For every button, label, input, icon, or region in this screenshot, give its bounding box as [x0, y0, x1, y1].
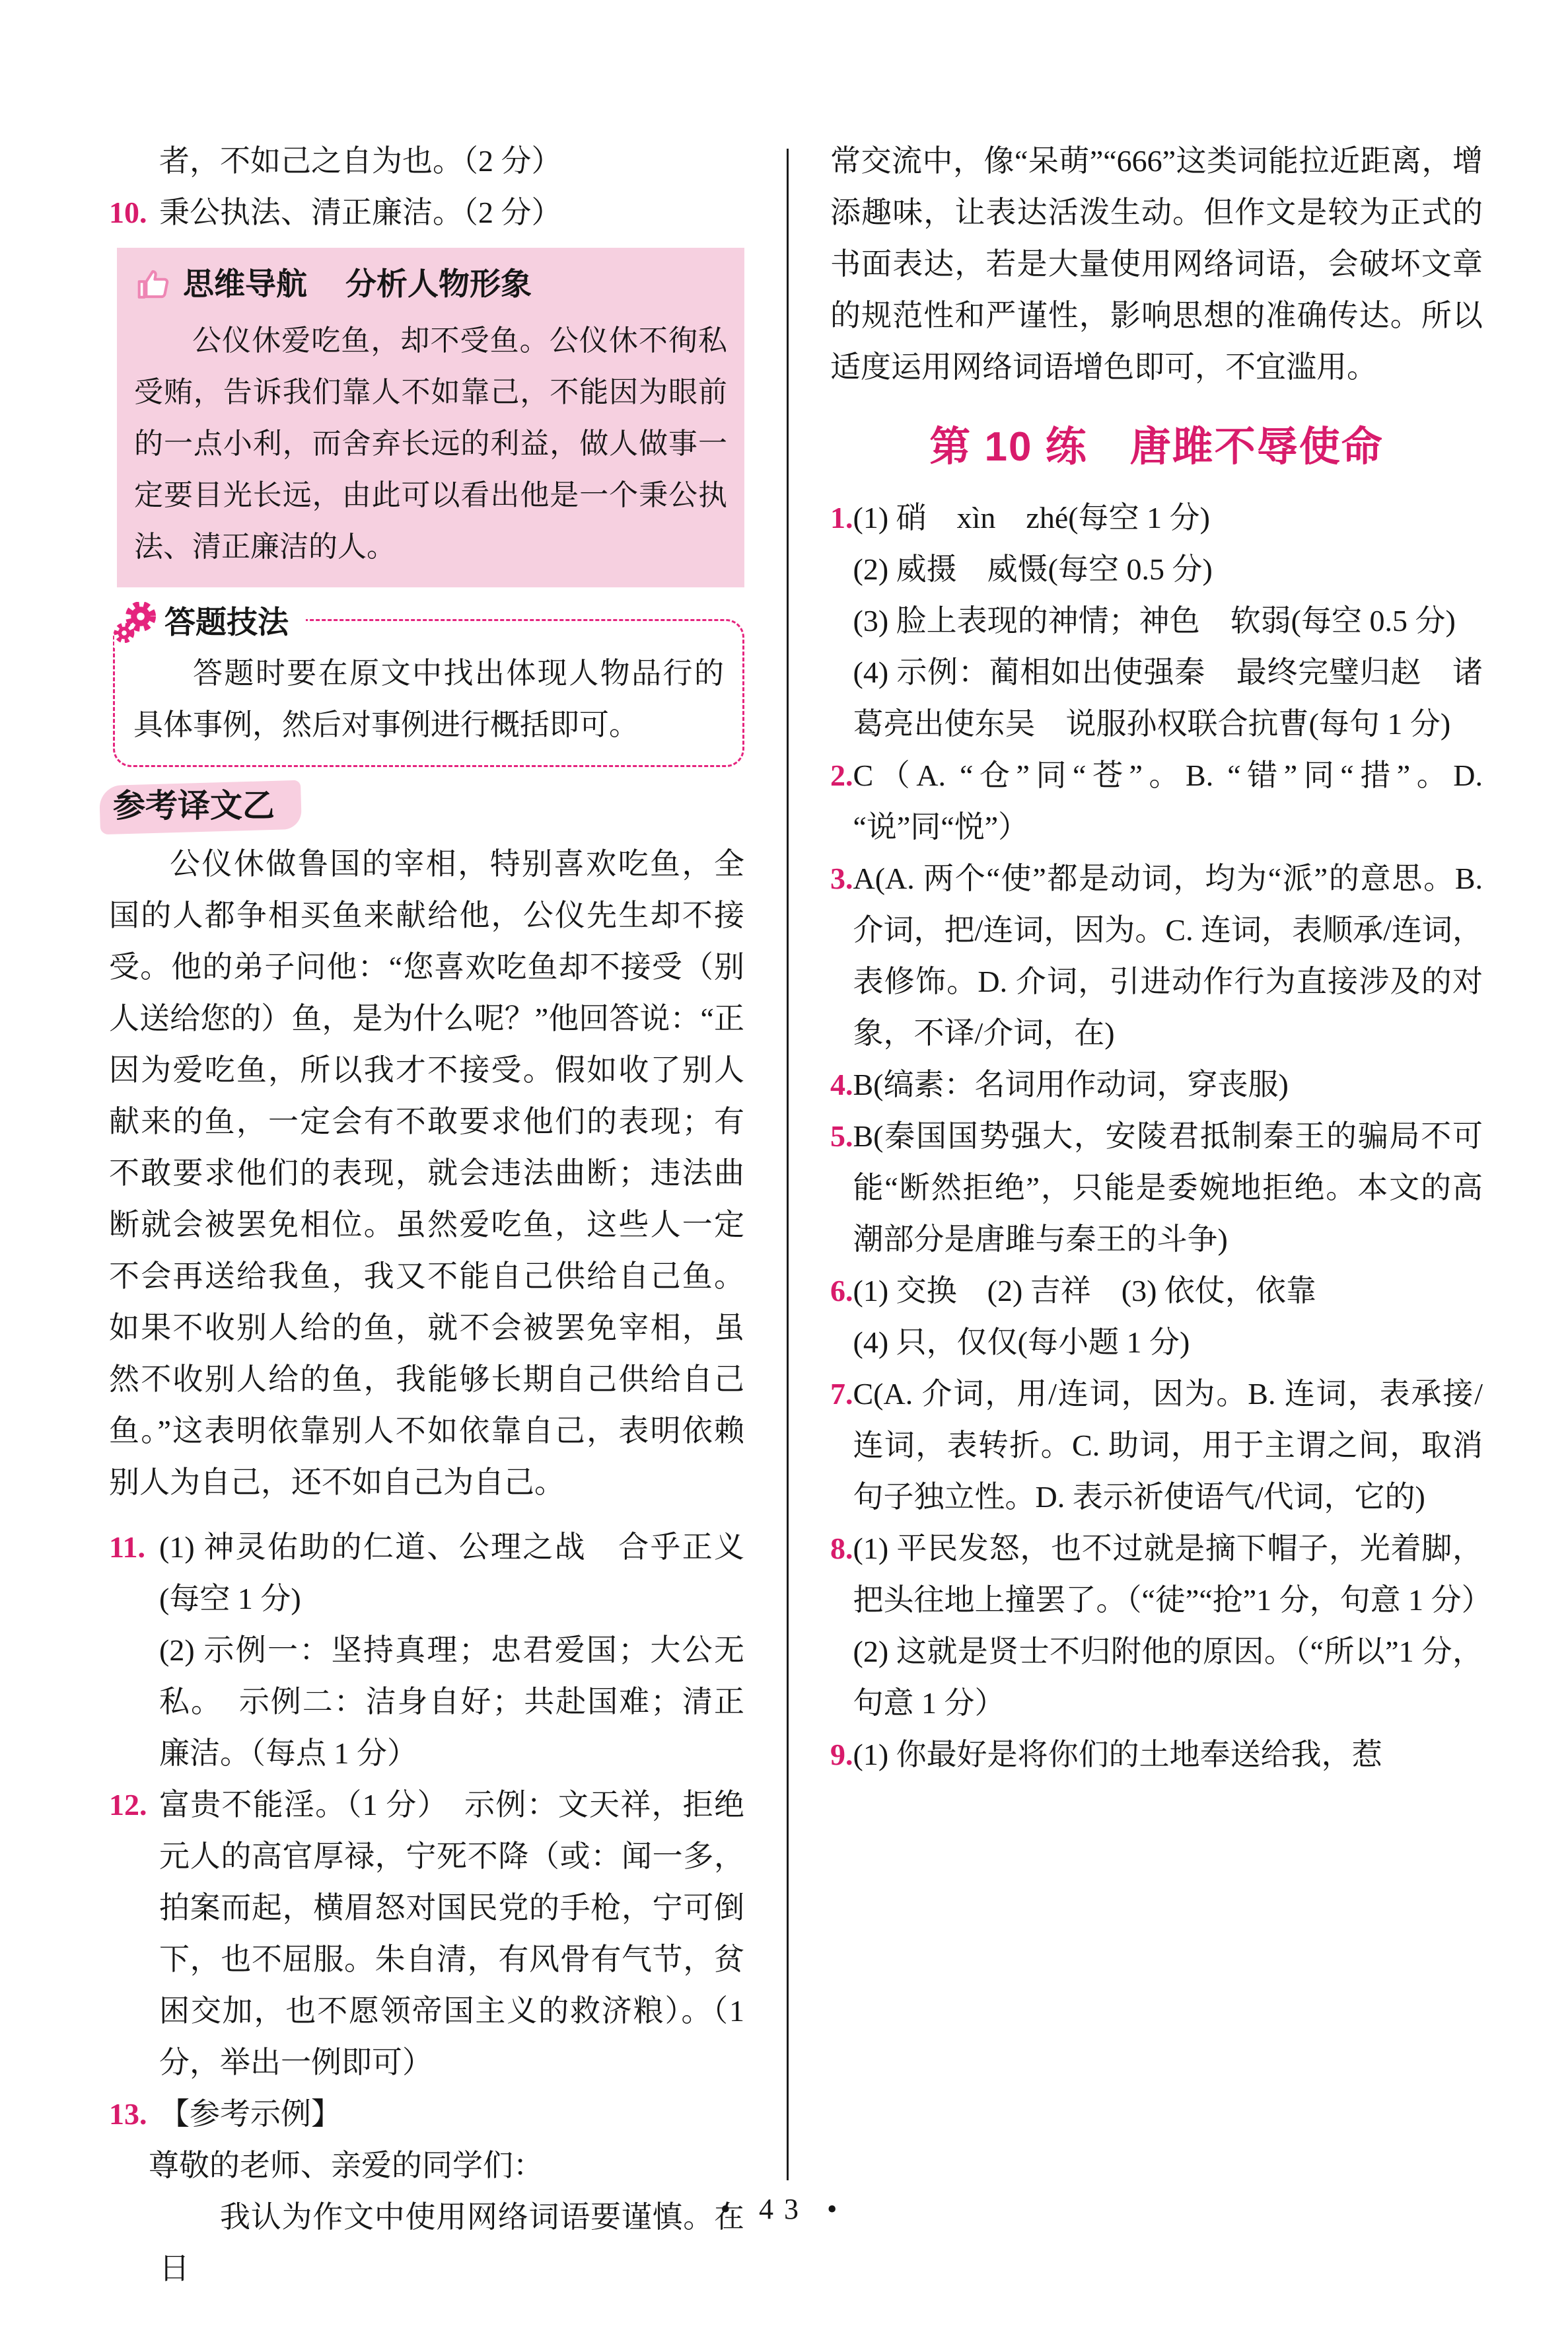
continuation-line: 者，不如己之自为也。（2 分）: [159, 144, 562, 178]
left-column: [109, 135, 744, 2295]
item-text: 富贵不能淫。（1 分） 示例：文天祥，拒绝元人的高官厚禄，宁死不降（或：闻一多，拍案而起，横眉怒对国民党的手枪，宁可倒下，也不屈服。朱自清，有风骨有气节，贫困交加，也不愿领帝国主义的救济粮）。（1 分，举出一例即可）: [159, 1788, 744, 2079]
item-number: 9.: [830, 1738, 853, 1771]
translation-heading-row: [109, 780, 744, 832]
item-part: (1) 硝 xìn zhé(每空 1 分): [853, 501, 1210, 535]
translation-heading: 参考译文乙: [109, 780, 284, 832]
answer-item-8: [830, 1523, 1492, 1729]
answer-item-7: [830, 1368, 1483, 1523]
panel-title: 思维导航: [183, 266, 307, 301]
item-part: (4) 示例：蔺相如出使强秦 最终完璧归赵 诸葛亮出使东吴 说服孙权联合抗曹(每句 1 分): [853, 655, 1483, 741]
answer-item-2: [830, 750, 1483, 853]
item-number: 5.: [830, 1119, 853, 1153]
answer-item-5: [830, 1111, 1483, 1265]
letter-body: 我认为作文中使用网络词语要谨慎。在日: [159, 2200, 744, 2285]
answer-item-6: [830, 1265, 1483, 1368]
answer-item-13: [109, 2088, 744, 2140]
panel-subtitle: 分析人物形象: [345, 266, 532, 301]
item-number: 4.: [830, 1068, 853, 1101]
item-part: (4) 只，仅仅(每小题 1 分): [853, 1325, 1190, 1359]
item-text: 秉公执法、清正廉洁。（2 分）: [159, 196, 562, 229]
answer-item-12: [109, 1779, 744, 2088]
panel-body: 公仪休爱吃鱼，却不受鱼。公仪休不徇私受贿，告诉我们靠人不如靠己，不能因为眼前的一点小利，而舍弃长远的利益，做人做事一定要目光长远，由此可以看出他是一个秉公执法、清正廉洁的人。: [134, 324, 727, 563]
pointing-hand-icon: [134, 265, 172, 303]
answer-item-1: [830, 492, 1483, 750]
item-number: 11.: [109, 1530, 145, 1564]
right-column: [830, 135, 1492, 1781]
answer-item-9: [830, 1729, 1483, 1781]
item-text: B(秦国国势强大，安陵君抵制秦王的骗局不可能“断然拒绝”，只能是委婉地拒绝。本文的高潮部分是唐雎与秦王的斗争): [853, 1119, 1483, 1256]
continuation-paragraph: 常交流中，像“呆萌”“666”这类词能拉近距离，增添趣味，让表达活泼生动。但作文是较为正式的书面表达，若是大量使用网络词语，会破坏文章的规范性和严谨性，影响思想的准确传达。所以适度运用网络词语增色即可，不宜滥用。: [830, 144, 1483, 384]
item-part: (1) 交换 (2) 吉祥 (3) 依仗，依靠: [853, 1274, 1316, 1308]
technique-label-row: [114, 597, 306, 648]
item-number: 7.: [830, 1377, 853, 1411]
item-part: (3) 脸上表现的神情；神色 软弱(每空 0.5 分): [853, 604, 1456, 638]
item-number: 13.: [109, 2097, 147, 2131]
item-text: B(缟素：名词用作动词，穿丧服): [853, 1068, 1289, 1101]
item-number: 12.: [109, 1788, 147, 1822]
item-number: 6.: [830, 1274, 853, 1308]
item-text: C(A. 介词，用/连词，因为。B. 连词，表承接/连词，表转折。C. 助词，用于主谓之间，取消句子独立性。D. 表示祈使语气/代词，它的): [853, 1377, 1483, 1514]
answer-item-3: [830, 853, 1483, 1059]
answer-item-11: [109, 1522, 744, 1779]
item-part: (1) 平民发怒，也不过就是摘下帽子，光着脚，把头往地上撞罢了。（“徒”“抢”1 分，句意 1 分）: [853, 1532, 1492, 1617]
item-number: 2.: [830, 758, 853, 792]
column-divider: [787, 149, 789, 2180]
mind-navigation-title-row: [134, 258, 727, 310]
item-part: (2) 威摄 威慑(每空 0.5 分): [853, 552, 1213, 586]
answer-item-10: [109, 187, 744, 239]
item-part: (2) 这就是贤士不归附他的原因。（“所以”1 分，句意 1 分）: [853, 1635, 1483, 1720]
item-number: 10.: [109, 196, 147, 229]
item-number: 8.: [830, 1532, 853, 1565]
item-part: (1) 你最好是将你们的土地奉送给我，惹: [853, 1738, 1382, 1771]
page-number: • 43 •: [720, 2193, 848, 2225]
item-label: 【参考示例】: [159, 2097, 341, 2131]
item-text: A(A. 两个“使”都是动词，均为“派”的意思。B. 介词，把/连词，因为。C. 连词，表顺承/连词，表修饰。D. 介词，引进动作行为直接涉及的对象，不译/介词，在): [853, 862, 1483, 1050]
technique-body: 答题时要在原文中找出体现人物品行的具体事例，然后对事例进行概括即可。: [133, 657, 724, 741]
item-part: (1) 神灵佑助的仁道、公理之战 合乎正义(每空 1 分): [159, 1530, 744, 1615]
answer-item-4: [830, 1059, 1483, 1111]
item-text: C（A. “仓”同“苍”。B. “错”同“措”。D. “说”同“悦”）: [853, 758, 1483, 844]
technique-label: 答题技法: [164, 605, 289, 640]
answer-technique-section: [113, 605, 744, 767]
item-number: 1.: [830, 501, 853, 535]
mind-navigation-panel: [117, 248, 744, 587]
item-number: 3.: [830, 862, 853, 895]
item-part: (2) 示例一：坚持真理；忠君爱国；大公无私。 示例二：洁身自好；共赴国难；清正廉洁。（每点 1 分）: [159, 1633, 744, 1770]
section-header: 第 10 练 唐雎不辱使命: [929, 424, 1384, 470]
gears-icon: [114, 602, 158, 643]
letter-salutation: 尊敬的老师、亲爱的同学们：: [149, 2149, 544, 2182]
translation-body: 公仪休做鲁国的宰相，特别喜欢吃鱼，全国的人都争相买鱼来献给他，公仪先生却不接受。他的弟子问他：“您喜欢吃鱼却不接受（别人送给您的）鱼，是为什么呢？”他回答说：“正因为爱吃鱼，所以我才不接受。假如收了别人献来的鱼，一定会有不敢要求他们的表现；有不敢要求他们的表现，就会违法曲断；违法曲断就会被罢免相位。虽然爱吃鱼，这些人一定不会再送给我鱼，我又不能自己供给自己鱼。如果不收别人给的鱼，就不会被罢免宰相，虽然不收别人给的鱼，我能够长期自己供给自己鱼。”这表明依靠别人不如依靠自己，表明依赖别人为自己，还不如自己为自己。: [109, 847, 744, 1499]
